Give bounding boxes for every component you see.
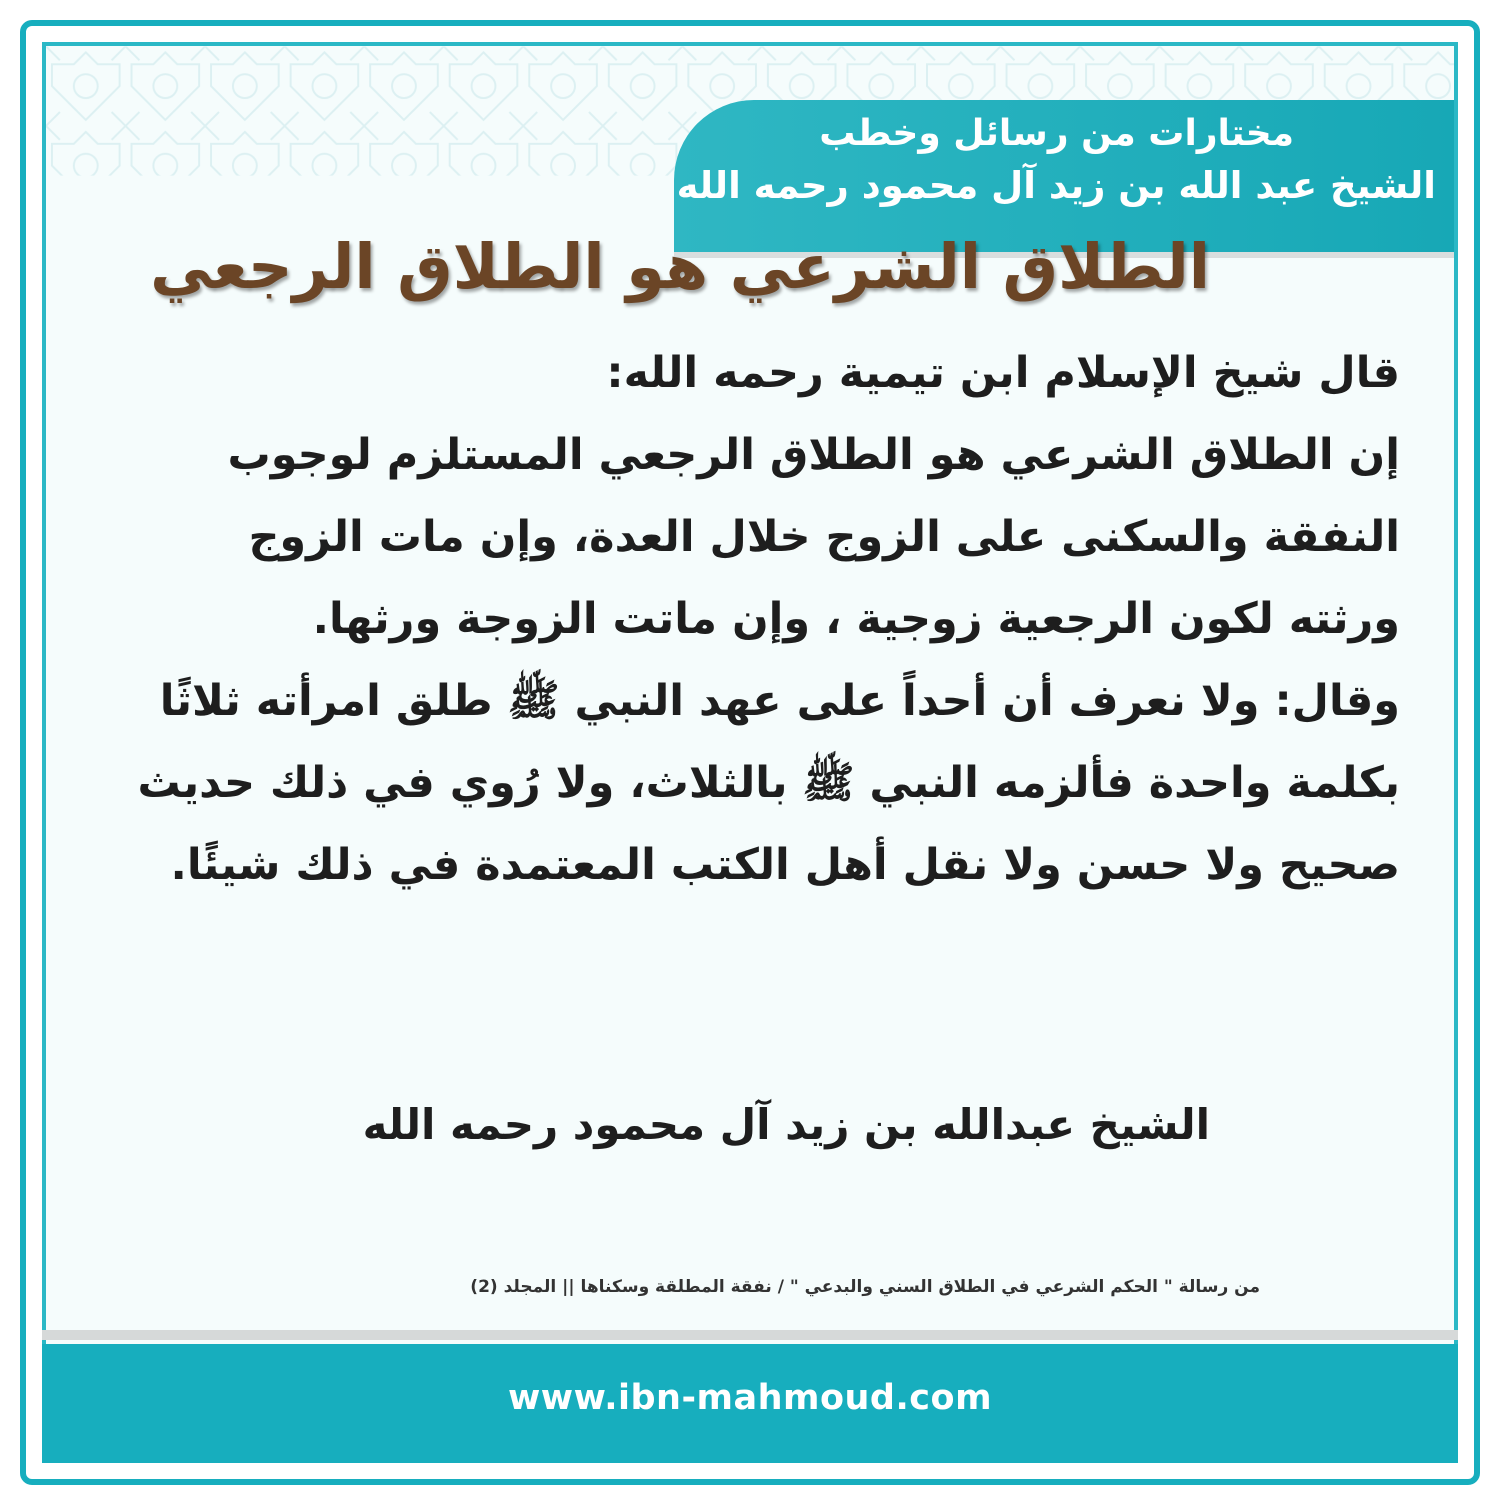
author-attribution: الشيخ عبدالله بن زيد آل محمود رحمه الله — [362, 1100, 1210, 1149]
quote-body — [130, 332, 1400, 906]
header-subtitle: مختارات من رسائل وخطب — [819, 113, 1294, 154]
footer-divider — [42, 1330, 1458, 1340]
header-sheikh-name: الشيخ عبد الله بن زيد آل محمود رحمه الله — [676, 164, 1436, 207]
footer-band — [42, 1344, 1458, 1463]
quote-paragraph-1: إن الطلاق الشرعي هو الطلاق الرجعي المستلزم لوجوب النفقة والسكنى على الزوج خلال العدة، وإن مات الزوج ورثته لكون الرجعية زوجية ، وإن ماتت الزوجة ورثها. — [227, 430, 1400, 644]
page-title: الطلاق الشرعي هو الطلاق الرجعي — [150, 230, 1210, 303]
source-citation: من رسالة " الحكم الشرعي في الطلاق السني والبدعي " / نفقة المطلقة وسكناها || المجلد (2) — [470, 1277, 1260, 1297]
website-link[interactable]: www.ibn-mahmoud.com — [507, 1378, 993, 1418]
quote-paragraph-2: وقال: ولا نعرف أن أحداً على عهد النبي ﷺ طلق امرأته ثلاثًا بكلمة واحدة فألزمه النبي ﷺ بالثلاث، ولا رُوي في ذلك حديث صحيح ولا حسن ولا نقل أهل الكتب المعتمدة في ذلك شيئًا. — [137, 676, 1400, 890]
quote-intro: قال شيخ الإسلام ابن تيمية رحمه الله: — [606, 348, 1400, 398]
